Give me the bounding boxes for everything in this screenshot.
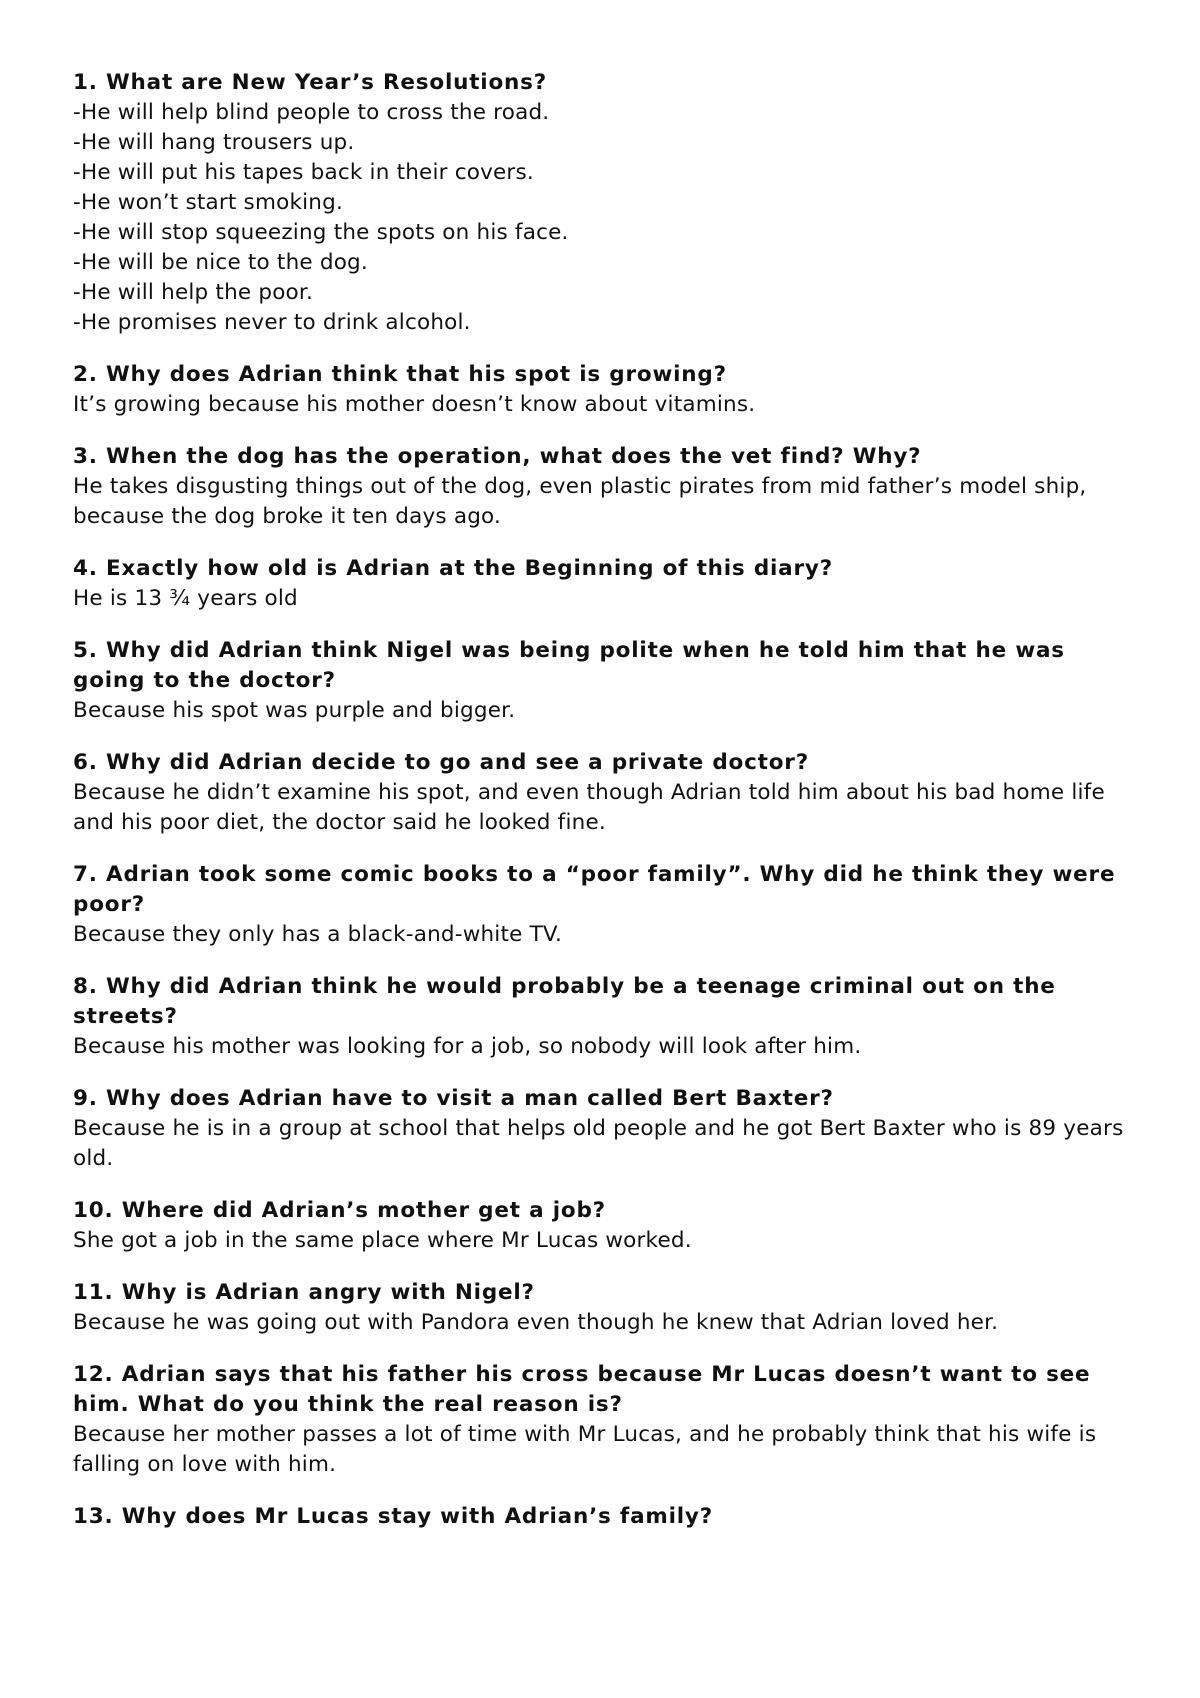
- question-heading: 13. Why does Mr Lucas stay with Adrian’s family?: [73, 1504, 714, 1529]
- answer-text: Because he didn’t examine his spot, and even though Adrian told him about his bad home life and his poor diet, the doctor said he looked fine.: [73, 780, 1105, 835]
- answer-text: -He will hang trousers up.: [73, 130, 355, 155]
- answer-text: Because his spot was purple and bigger.: [73, 698, 516, 723]
- qa-block: [73, 1502, 1133, 1532]
- qa-block: [73, 972, 1133, 1062]
- answer-text: -He won’t start smoking.: [73, 190, 343, 215]
- question-heading: 4. Exactly how old is Adrian at the Beginning of this diary?: [73, 556, 833, 581]
- answer-text: Because he is in a group at school that helps old people and he got Bert Baxter who is 89 years old.: [73, 1116, 1124, 1171]
- answer-text: -He promises never to drink alcohol.: [73, 310, 471, 335]
- question-heading: 9. Why does Adrian have to visit a man called Bert Baxter?: [73, 1086, 834, 1111]
- answer-text: -He will put his tapes back in their covers.: [73, 160, 534, 185]
- question-heading: 1. What are New Year’s Resolutions?: [73, 70, 548, 95]
- qa-block: [73, 554, 1133, 614]
- answer-text: He takes disgusting things out of the dog, even plastic pirates from mid father’s model ship, because the dog broke it ten days ago.: [73, 474, 1087, 529]
- qa-block: [73, 442, 1133, 532]
- question-heading: 7. Adrian took some comic books to a “poor family”. Why did he think they were poor?: [73, 862, 1116, 917]
- question-heading: 5. Why did Adrian think Nigel was being polite when he told him that he was going to the doctor?: [73, 638, 1065, 693]
- answer-text: Because he was going out with Pandora even though he knew that Adrian loved her.: [73, 1310, 999, 1335]
- answer-text: -He will stop squeezing the spots on his face.: [73, 220, 569, 245]
- qa-block: [73, 748, 1133, 838]
- qa-block: [73, 360, 1133, 420]
- qa-block: [73, 860, 1133, 950]
- qa-block: [73, 68, 1133, 338]
- qa-block: [73, 1084, 1133, 1174]
- question-heading: 3. When the dog has the operation, what does the vet find? Why?: [73, 444, 922, 469]
- answer-text: Because they only has a black-and-white TV.: [73, 922, 563, 947]
- answer-text: -He will be nice to the dog.: [73, 250, 368, 275]
- answer-text: She got a job in the same place where Mr Lucas worked.: [73, 1228, 692, 1253]
- qa-block: [73, 636, 1133, 726]
- qa-block: [73, 1278, 1133, 1338]
- answer-text: -He will help the poor.: [73, 280, 314, 305]
- qa-block: [73, 1360, 1133, 1480]
- answer-text: He is 13 ¾ years old: [73, 586, 298, 611]
- question-heading: 11. Why is Adrian angry with Nigel?: [73, 1280, 535, 1305]
- question-heading: 2. Why does Adrian think that his spot is growing?: [73, 362, 727, 387]
- question-heading: 10. Where did Adrian’s mother get a job?: [73, 1198, 606, 1223]
- question-heading: 6. Why did Adrian decide to go and see a private doctor?: [73, 750, 809, 775]
- answer-text: It’s growing because his mother doesn’t know about vitamins.: [73, 392, 756, 417]
- question-heading: 8. Why did Adrian think he would probably be a teenage criminal out on the streets?: [73, 974, 1056, 1029]
- document-body: [73, 68, 1133, 1554]
- answer-text: Because her mother passes a lot of time with Mr Lucas, and he probably think that his wife is falling on love with him.: [73, 1422, 1097, 1477]
- qa-block: [73, 1196, 1133, 1256]
- answer-text: -He will help blind people to cross the road.: [73, 100, 550, 125]
- question-heading: 12. Adrian says that his father his cross because Mr Lucas doesn’t want to see him. What do you think the real reason is?: [73, 1362, 1091, 1417]
- answer-text: Because his mother was looking for a job, so nobody will look after him.: [73, 1034, 862, 1059]
